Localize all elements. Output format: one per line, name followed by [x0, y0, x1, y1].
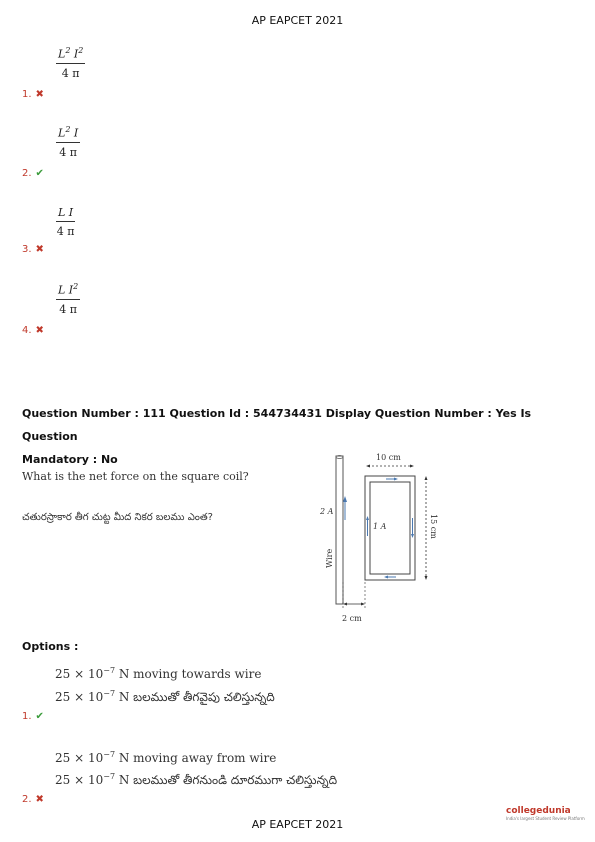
label-10cm: 10 cm	[376, 453, 401, 462]
prev-option-3-fraction: $\frac{\text{L I}}{4 \pi}$	[56, 206, 75, 238]
option-1-english: $25 \times 10^{-7}$ N moving towards wire	[55, 666, 262, 681]
label-wire: Wire	[325, 548, 334, 568]
wrong-icon: ✖	[35, 794, 44, 805]
wrong-icon: ✖	[35, 244, 44, 255]
question-meta-line1: Question Number : 111 Question Id : 544734431 Display Question Number : Yes Is Question	[22, 407, 532, 443]
wrong-icon: ✖	[35, 325, 44, 336]
option-number: 1.	[22, 711, 32, 722]
option-2-english: $25 \times 10^{-7}$ N moving away from wire	[55, 750, 277, 765]
prev-option-4	[22, 318, 44, 337]
option-number: 1.	[22, 89, 32, 100]
prev-option-2-fraction: $\frac{L^2 I}{4 \pi}$	[58, 125, 79, 159]
question-meta-line2: Mandatory : No	[22, 453, 118, 466]
question-text-telugu: చతురస్రాకార తీగ చుట్ట మీద నికర బలము ఎంత?	[22, 512, 213, 523]
label-2A: 2 A	[320, 507, 334, 516]
label-15cm: 15 cm	[429, 514, 438, 539]
label-2cm: 2 cm	[342, 614, 362, 623]
options-label: Options :	[22, 640, 79, 653]
option-2-telugu: $25 \times 10^{-7}$ N బలముతో తీగనుండి దూరముగా చలిస్తున్నది	[55, 772, 338, 787]
logo-text: collegedunia	[506, 806, 571, 816]
wrong-icon: ✖	[35, 89, 44, 100]
coil-wire-figure	[300, 448, 450, 628]
option-number: 3.	[22, 244, 32, 255]
check-icon: ✔	[35, 711, 44, 722]
option-number: 2.	[22, 794, 32, 805]
logo-tagline: India's largest Student Review Platform	[506, 816, 585, 821]
page-footer: AP EAPCET 2021	[251, 818, 344, 831]
prev-option-2	[22, 161, 44, 180]
page-header: AP EAPCET 2021	[251, 14, 344, 27]
collegedunia-logo	[506, 806, 585, 821]
option-2-marker	[22, 787, 44, 806]
prev-option-4-fraction: $\frac{L I^2}{4 \pi}$	[58, 282, 79, 316]
option-1-telugu: $25 \times 10^{-7}$ N బలముతో తీగవైపు చలిస్తున్నది	[55, 689, 275, 704]
prev-option-1-fraction: $\frac{L^2 I^2}{4 \pi}$	[58, 46, 84, 80]
question-text-english: What is the net force on the square coil?	[22, 470, 249, 483]
label-1A: 1 A	[373, 522, 387, 531]
option-number: 2.	[22, 168, 32, 179]
prev-option-3	[22, 237, 44, 256]
prev-option-1	[22, 82, 44, 101]
check-icon: ✔	[35, 168, 44, 179]
option-1-marker	[22, 704, 44, 723]
straight-wire	[336, 456, 343, 604]
option-number: 4.	[22, 325, 32, 336]
